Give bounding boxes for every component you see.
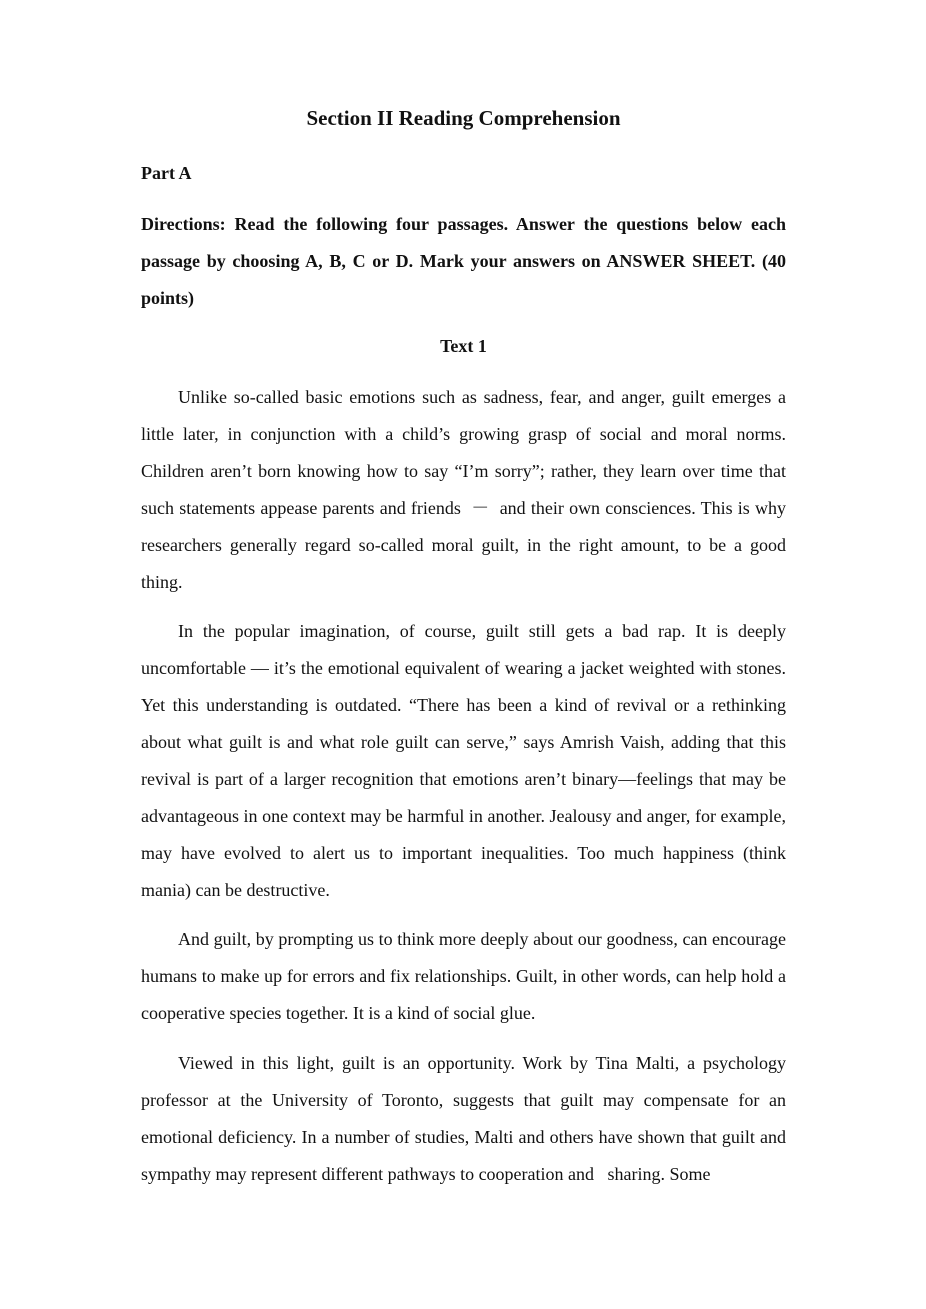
paragraph-1: Unlike so-called basic emotions such as sadness, fear, and anger, guilt emerges a little later, in conjunction with a child’s growing grasp of social and moral norms. Children aren’t born knowing how to say “I’m sorry”; rather, they learn over time that such statements appease parents and friends － and their own consciences. This is why researchers generally regard so-called moral guilt, in the right amount, to be a good thing. <box>141 387 786 592</box>
part-heading: Part A <box>141 163 192 183</box>
directions: Directions: Read the following four passages. Answer the questions below each passage by choosing A, B, C or D. Mark your answers on ANSWER SHEET. (40 points) <box>141 214 786 308</box>
section-title: Section II Reading Comprehension <box>306 106 621 130</box>
paragraph-3: And guilt, by prompting us to think more deeply about our goodness, can encourage humans to make up for errors and fix relationships. Guilt, in other words, can help hold a cooperative species together. It is a kind of social glue. <box>141 929 786 1023</box>
paragraph-4: Viewed in this light, guilt is an opportunity. Work by Tina Malti, a psychology professor at the University of Toronto, suggests that guilt may compensate for an emotional deficiency. In a number of studies, Malti and others have shown that guilt and sympathy may represent different pathways to cooperation and sharing. Some <box>141 1053 786 1184</box>
text-title: Text 1 <box>440 336 487 356</box>
paragraph-2: In the popular imagination, of course, guilt still gets a bad rap. It is deeply uncomfortable — it’s the emotional equivalent of wearing a jacket weighted with stones. Yet this understanding is outdated. “There has been a kind of revival or a rethinking about what guilt is and what role guilt can serve,” says Amrish Vaish, adding that this revival is part of a larger recognition that emotions aren’t binary—feelings that may be advantageous in one context may be harmful in another. Jealousy and anger, for example, may have evolved to alert us to important inequalities. Too much happiness (think mania) can be destructive. <box>141 621 786 900</box>
